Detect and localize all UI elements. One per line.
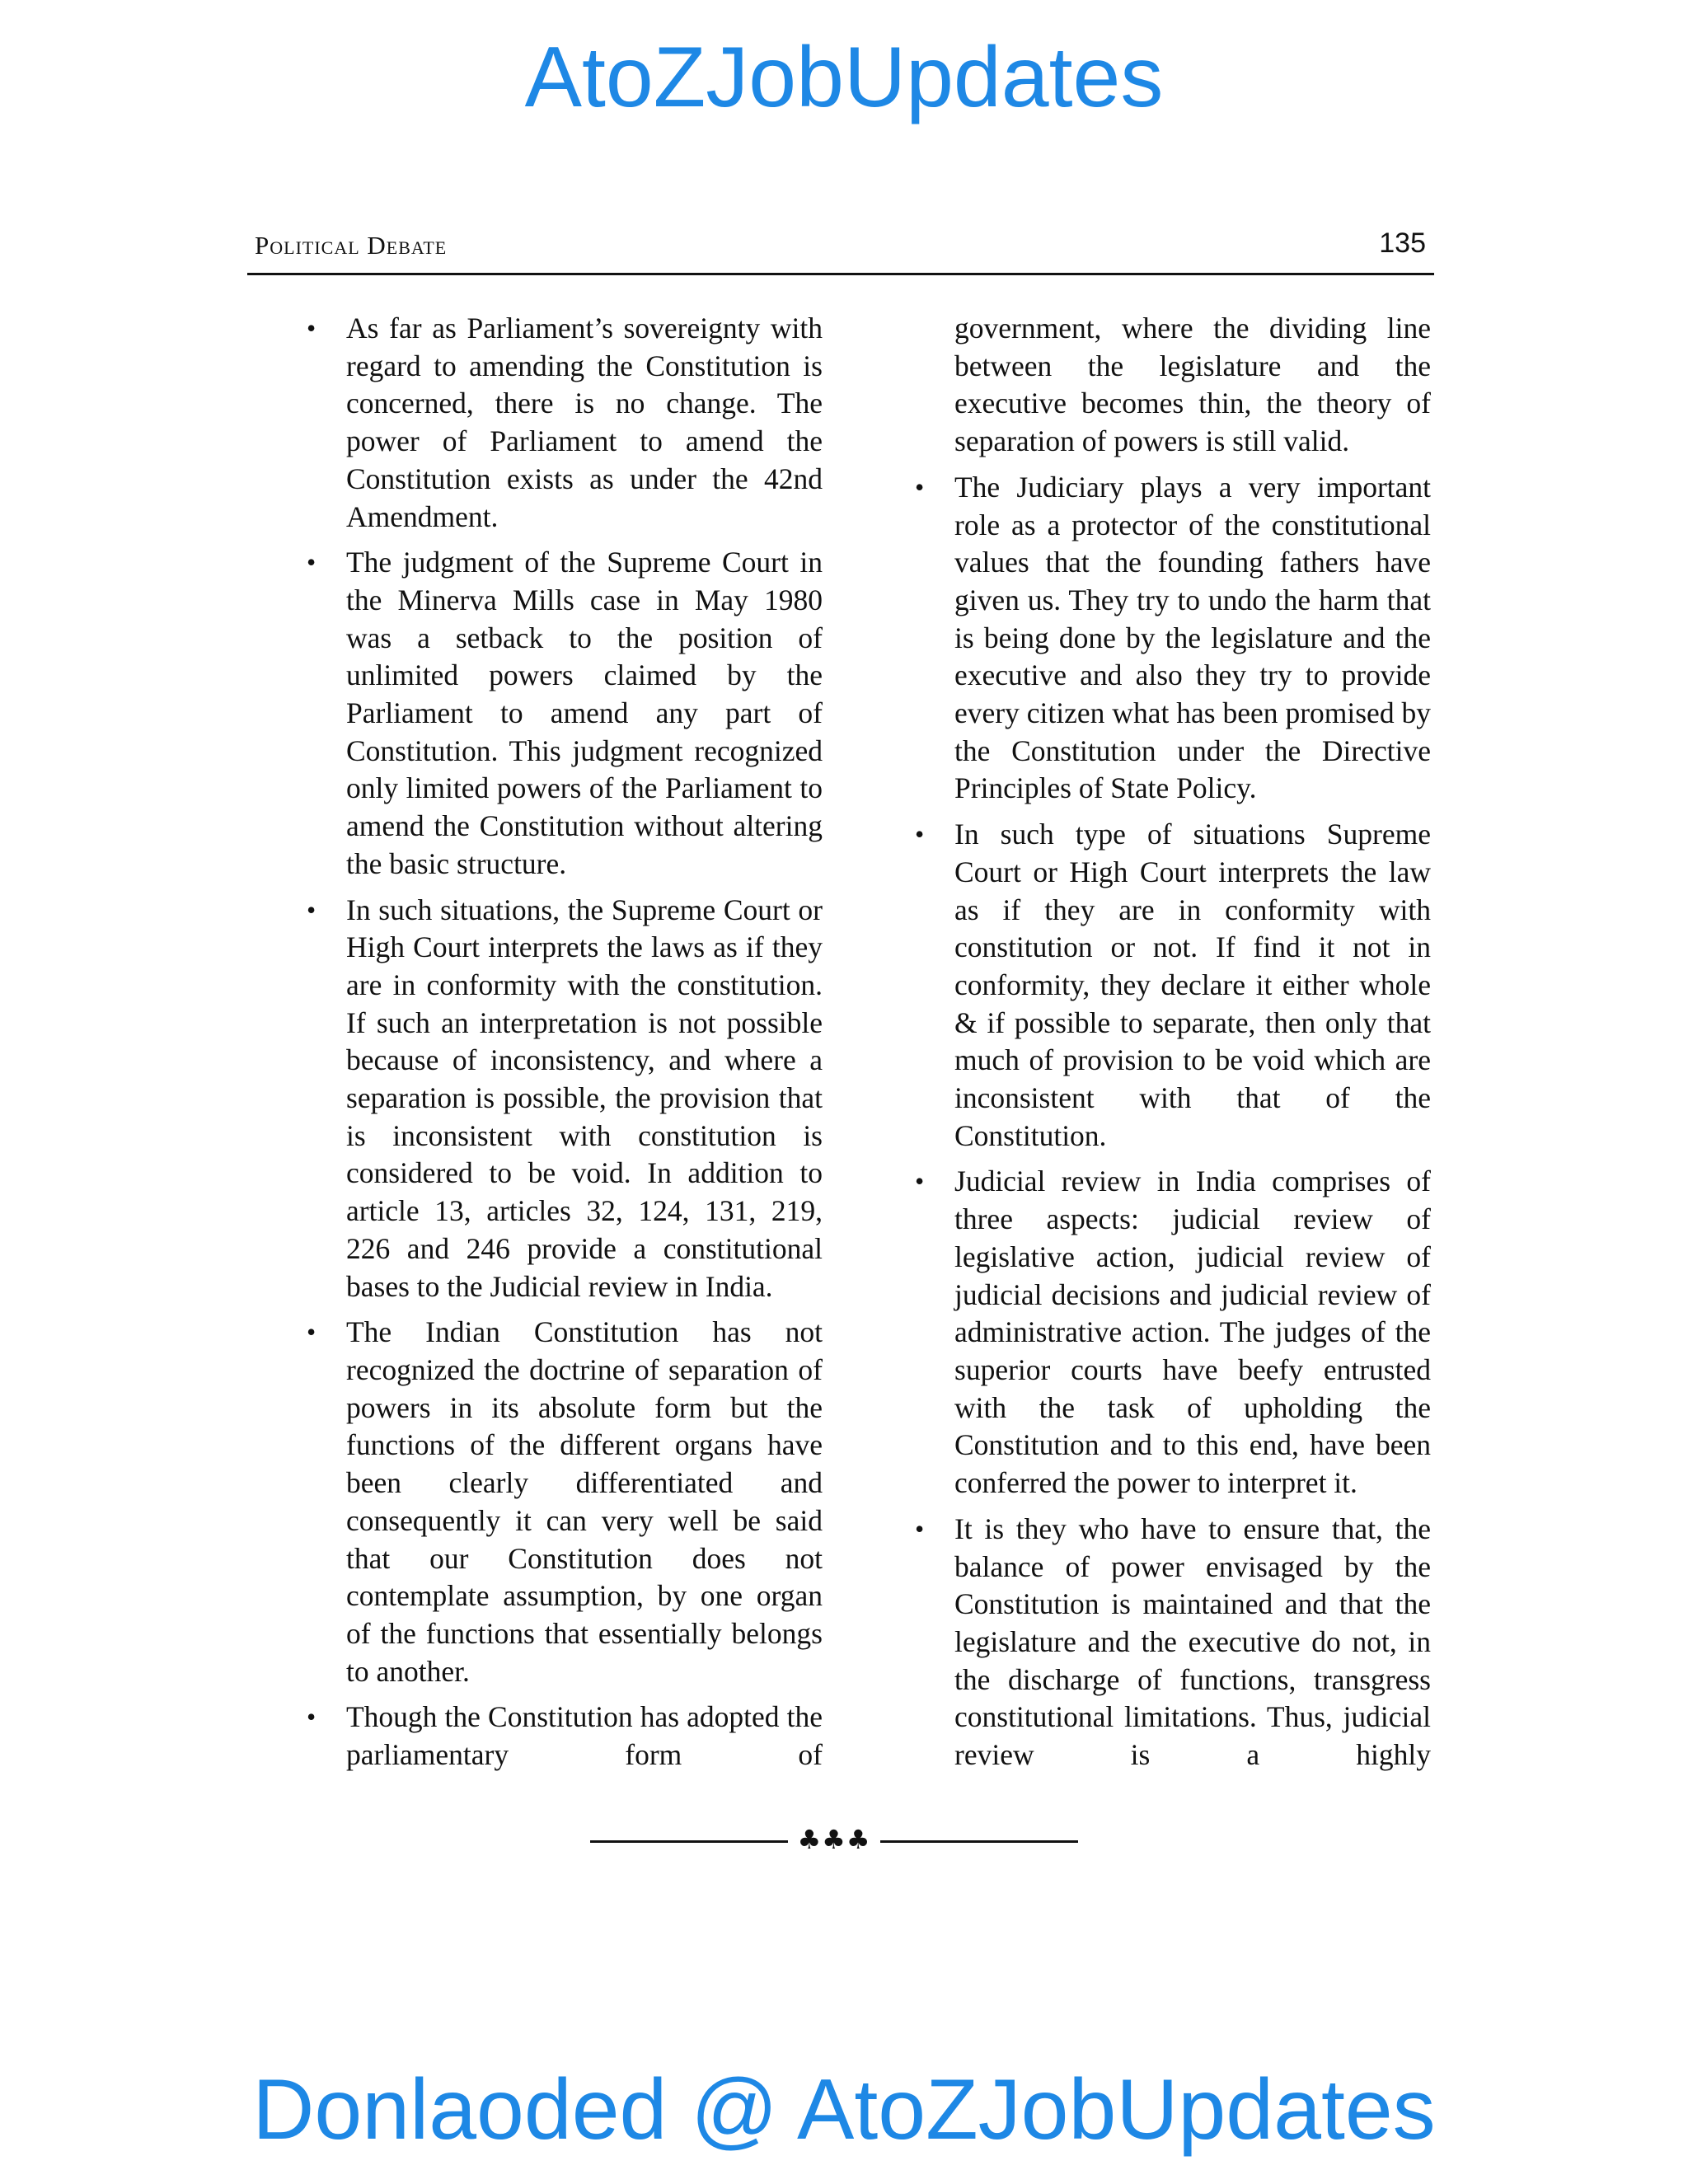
- bullet-text: Though the Constitution has adopted the parliamentary form of: [346, 1700, 823, 1772]
- bullet-icon: •: [915, 471, 925, 502]
- ornament-rule-right: [880, 1840, 1078, 1843]
- bullet-icon: •: [307, 1317, 316, 1347]
- continued-paragraph: government, where the dividing line between the legislature and the executive becomes thin, the theory of separation of powers is still valid.: [954, 312, 1431, 458]
- bullet-paragraph: [307, 1699, 823, 1774]
- bullet-icon: •: [307, 313, 316, 343]
- bullet-icon: •: [307, 894, 316, 925]
- right-column: [915, 310, 1431, 1783]
- bullet-text: In such type of situations Supreme Court or High Court interprets the law as if they are in conformity with constitution or not. If find it not in conformity, they declare it either whole & if possible to separate, then only that much of provision to be void which are inconsistent with that of the Constitution.: [954, 818, 1431, 1152]
- bullet-paragraph: [915, 1511, 1431, 1774]
- bullet-text: The Indian Constitution has not recognized the doctrine of separation of powers in its absolute form but the functions of the different organs have been clearly differentiated and consequently it can very well be said that our Constitution does not contemplate assumption, by one organ of the functions that essentially belongs to another.: [346, 1315, 823, 1688]
- watermark-top: AtoZJobUpdates: [524, 30, 1164, 125]
- bullet-paragraph: [915, 469, 1431, 808]
- bullet-text: The Judiciary plays a very important role as a protector of the constitutional values that the founding fathers have given us. They try to undo the harm that is being done by the legislature and the executive and also they try to provide every citizen what has been promised by the Constitution under the Directive Principles of State Policy.: [954, 470, 1431, 805]
- running-head: [253, 224, 1434, 270]
- bullet-paragraph: [307, 892, 823, 1306]
- bullet-paragraph: [307, 1314, 823, 1690]
- left-column: [307, 310, 823, 1783]
- header-rule: [247, 273, 1434, 275]
- bullet-text: It is they who have to ensure that, the balance of power envisaged by the Constitution is maintained and that the legislature and the executive do not, in the discharge of functions, transgress constitutional limitations. Thus, judicial review is a highly: [954, 1511, 1431, 1772]
- bullet-icon: •: [307, 1702, 316, 1732]
- bullet-icon: •: [915, 819, 925, 850]
- bullet-text: Judicial review in India comprises of three aspects: judicial review of legislative action, judicial review of judicial decisions and judicial review of administrative action. The judges of the superior courts have beefy entrusted with the task of upholding the Constitution and to this end, have been conferred the power to interpret it.: [954, 1165, 1431, 1500]
- bullet-paragraph: [915, 1163, 1431, 1502]
- bullet-icon: •: [915, 1166, 925, 1197]
- page-number: 135: [1379, 227, 1426, 259]
- bullet-paragraph: [915, 816, 1431, 1155]
- bullet-text: The judgment of the Supreme Court in the Minerva Mills case in May 1980 was a setback to the position of unlimited powers claimed by the Parliament to amend any part of Constitution. This judgment recognized only limited powers of the Parliament to amend the Constitution without altering the basic structure.: [346, 546, 823, 880]
- section-title: Political Debate: [255, 231, 448, 260]
- bullet-text: As far as Parliament’s sovereignty with regard to amending the Constitution is concerned, there is no change. The power of Parliament to amend the Constitution exists as under the 42nd Amendment.: [346, 312, 823, 533]
- club-icon: ♣♣♣: [797, 1824, 871, 1855]
- bullet-paragraph: [307, 544, 823, 883]
- bullet-paragraph: [307, 310, 823, 536]
- section-end-ornament: [590, 1821, 1078, 1858]
- bullet-icon: •: [915, 1513, 925, 1544]
- bullet-icon: •: [307, 547, 316, 578]
- watermark-bottom: Donlaoded @ AtoZJobUpdates: [252, 2062, 1436, 2158]
- bullet-text: In such situations, the Supreme Court or High Court interprets the laws as if they are in conformity with the constitution. If such an interpretation is not possible because of inconsistency, and where a separation is possible, the provision that is inconsistent with constitution is considered to be void. In addition to article 13, articles 32, 124, 131, 219, 226 and 246 provide a constitutional bases to the Judicial review in India.: [346, 893, 823, 1303]
